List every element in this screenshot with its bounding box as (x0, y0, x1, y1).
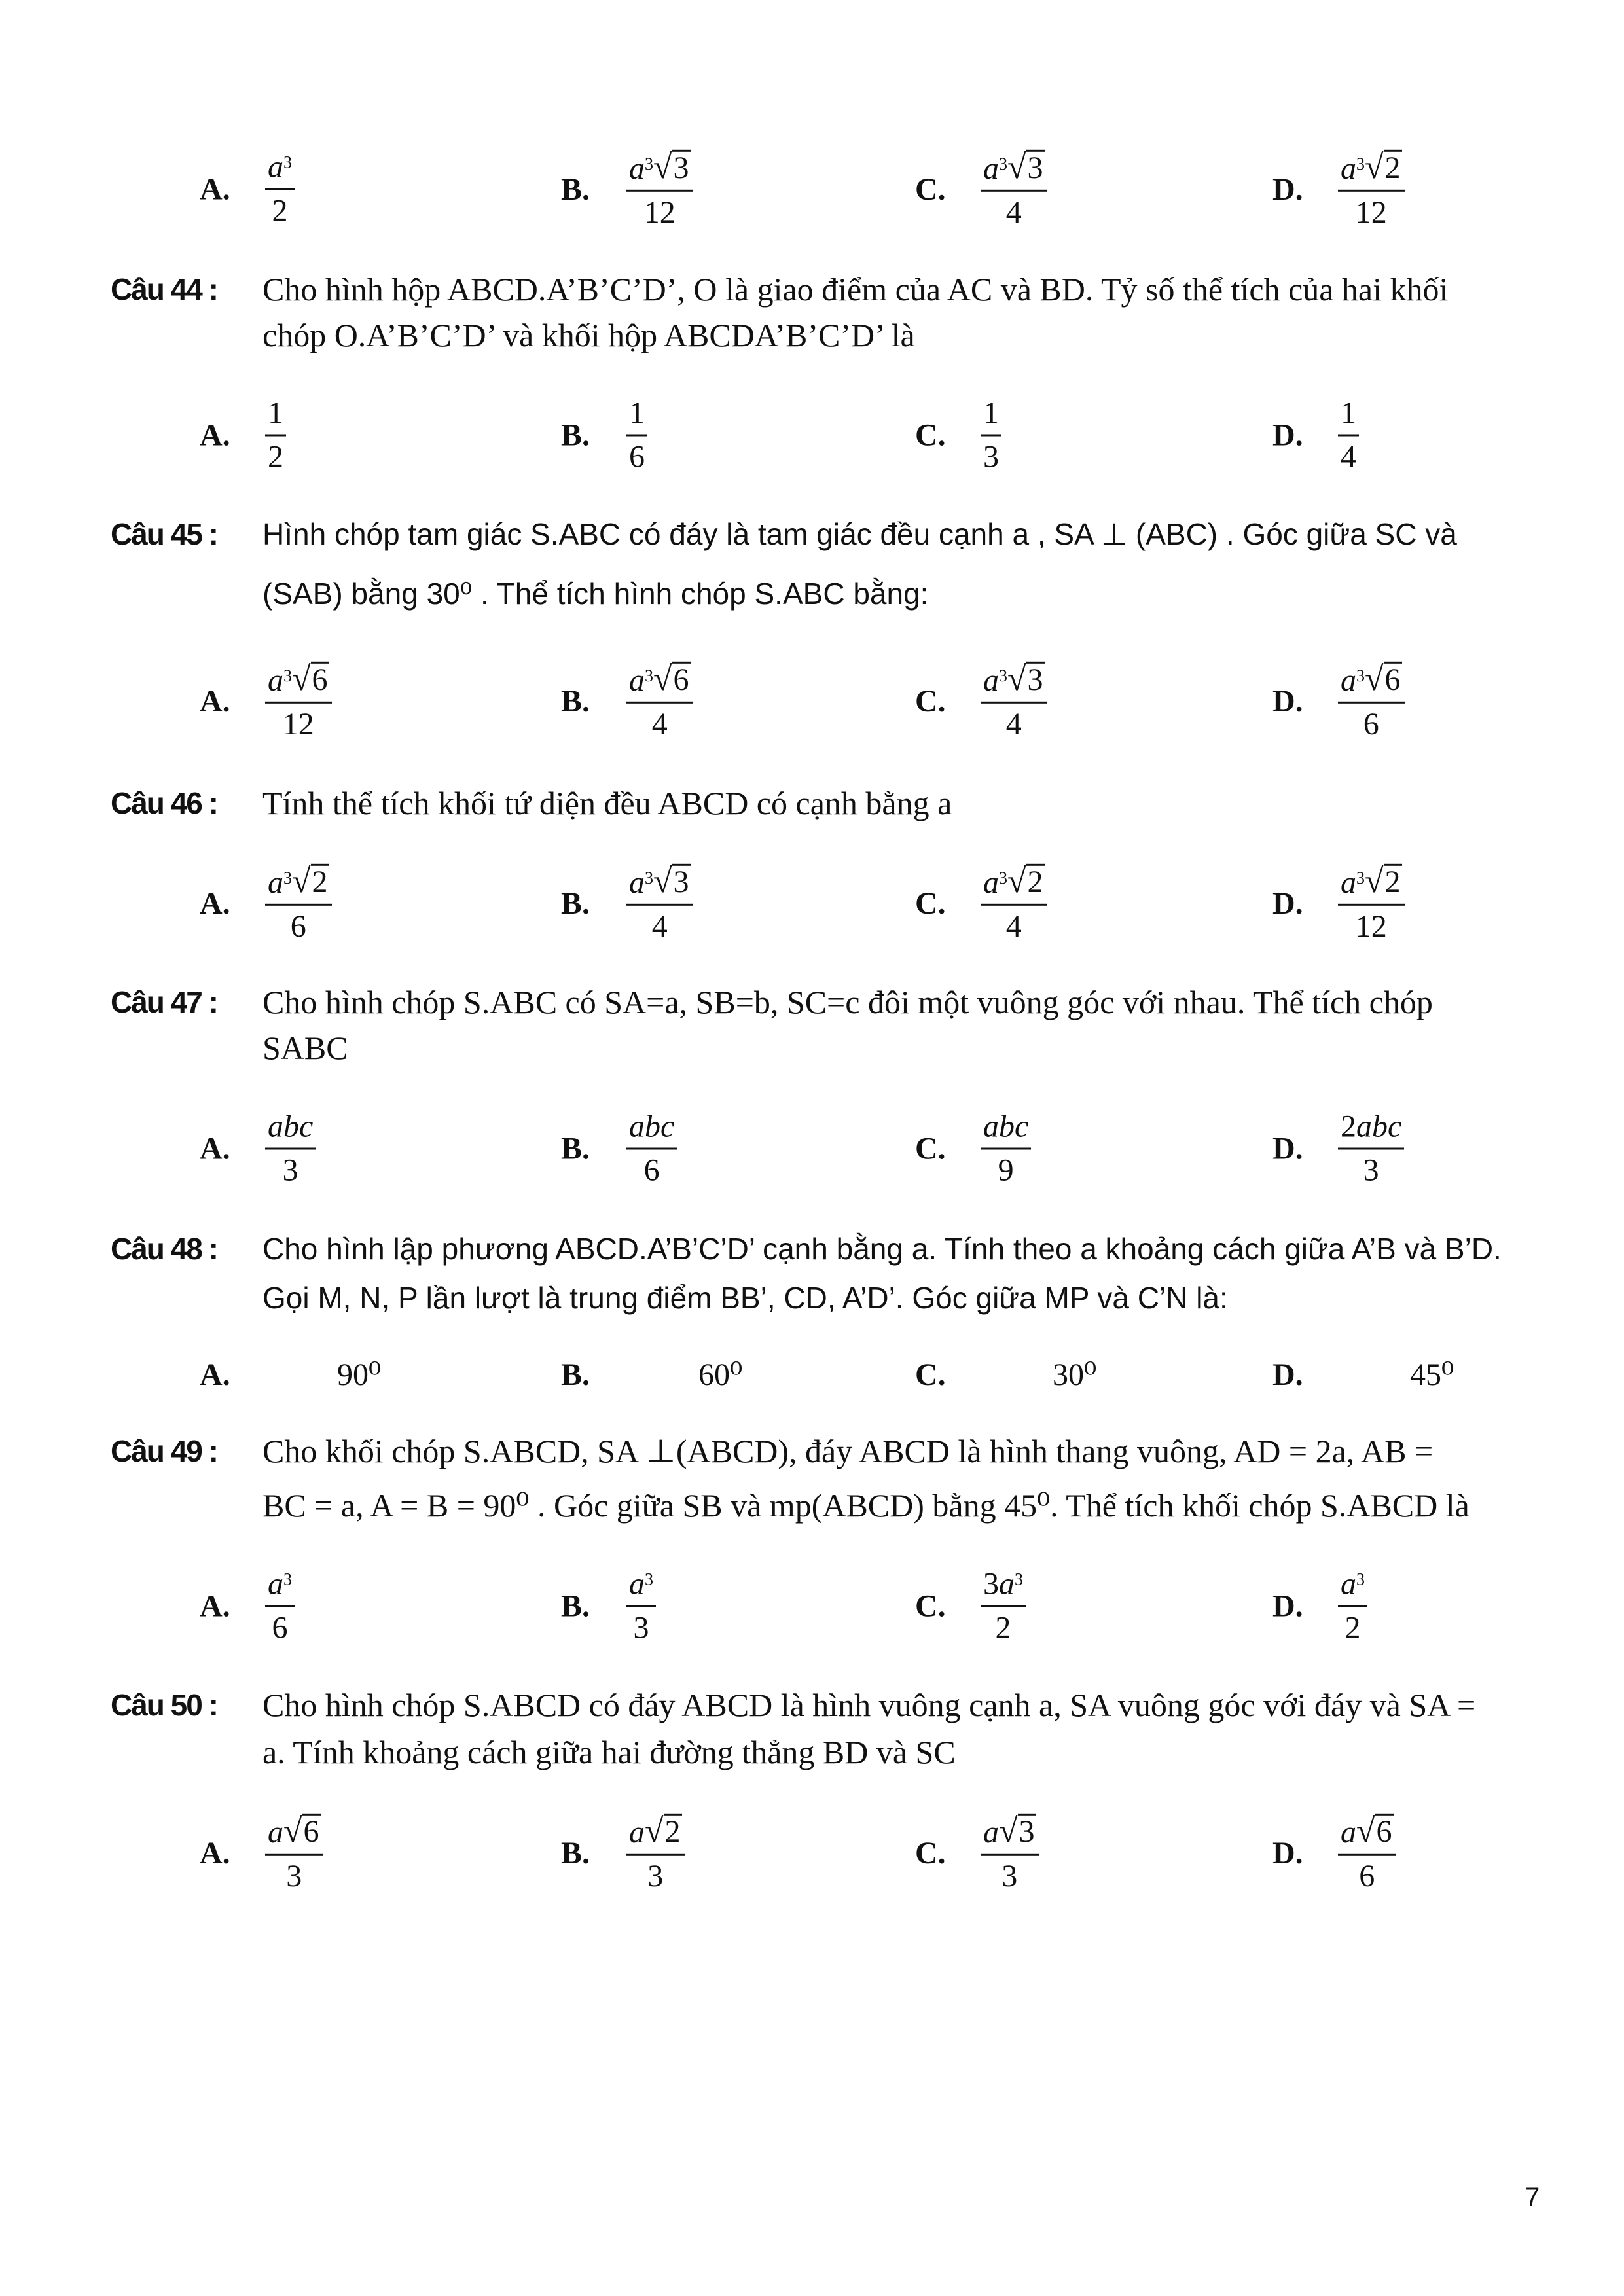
option-letter: A. (200, 683, 230, 719)
numerator-base: a (268, 1815, 283, 1850)
exponent: 3 (645, 869, 653, 888)
exponent: 3 (1356, 1570, 1365, 1589)
radicand: 3 (1019, 1814, 1035, 1849)
option-letter: B. (561, 1835, 590, 1871)
numerator-coef: 2 (1341, 1109, 1356, 1144)
numerator (265, 662, 332, 702)
question-text: (SAB) bằng 30⁰ . Thể tích hình chóp S.ABC bằng: (262, 577, 929, 611)
denominator: 2 (272, 193, 288, 228)
numerator (265, 1566, 295, 1605)
fraction (626, 1566, 656, 1645)
square-root (1007, 150, 1045, 185)
square-root (292, 662, 329, 696)
radicand: 2 (1384, 150, 1401, 185)
radicand: 2 (1384, 864, 1401, 899)
numerator-coef: 3 (983, 1566, 999, 1602)
radicand: 2 (312, 864, 328, 899)
denominator: 6 (643, 1153, 660, 1188)
fraction (981, 662, 1047, 740)
question-text: Cho hình lập phương ABCD.A’B’C’D’ cạnh bằng a. Tính theo a khoảng cách giữa A’B và B’D. (262, 1232, 1502, 1266)
denominator: 4 (1341, 439, 1356, 475)
exponent: 3 (645, 666, 653, 686)
answer-option-a[interactable] (200, 1356, 381, 1393)
question-text: chóp O.A’B’C’D’ và khối hộp ABCDA’B’C’D’ là (262, 317, 915, 353)
numerator (626, 662, 693, 702)
radical-sign-icon: √ (1356, 1812, 1375, 1850)
fraction (1338, 864, 1405, 942)
numerator-base: a (1341, 151, 1356, 187)
option-letter: D. (1272, 1131, 1303, 1166)
option-letter: D. (1272, 886, 1303, 921)
numerator-base: a (268, 1566, 283, 1602)
exponent: 3 (999, 666, 1007, 686)
denominator: 6 (290, 909, 306, 944)
exponent: 3 (999, 154, 1007, 174)
denominator: 6 (629, 439, 645, 475)
radicand: 3 (1027, 662, 1043, 697)
denominator: 3 (633, 1610, 649, 1645)
numerator-base: a (983, 865, 999, 901)
fraction (626, 864, 693, 942)
square-root (653, 662, 691, 696)
numerator-base: 1 (268, 395, 283, 431)
fraction (265, 1814, 323, 1892)
question-label: Câu 44 : (111, 272, 217, 306)
radical-sign-icon: √ (653, 660, 672, 698)
numerator-base: a (983, 1815, 999, 1850)
answer-option-a[interactable] (200, 1111, 316, 1187)
fraction (1338, 395, 1359, 475)
numerator (626, 1814, 685, 1854)
radical-sign-icon: √ (1007, 149, 1026, 187)
exponent: 3 (283, 152, 292, 172)
answer-option-b[interactable] (561, 864, 693, 942)
fraction (626, 150, 693, 228)
exponent: 3 (645, 154, 653, 174)
numerator-base: a (268, 149, 283, 185)
numerator (265, 1111, 316, 1148)
radical-sign-icon: √ (1365, 660, 1384, 698)
option-letter: D. (1272, 683, 1303, 719)
numerator (626, 1566, 656, 1605)
question-label: Câu 46 : (111, 786, 217, 820)
numerator (981, 662, 1047, 702)
denominator: 3 (647, 1859, 664, 1894)
answer-option-a[interactable] (200, 149, 295, 228)
question-label: Câu 47 : (111, 985, 217, 1019)
option-letter: A. (200, 171, 230, 207)
question-text: Cho khối chóp S.ABCD, SA ⊥(ABCD), đáy ABCD là hình thang vuông, AD = 2a, AB = (262, 1433, 1434, 1469)
denominator: 3 (983, 439, 999, 475)
numerator (981, 1814, 1039, 1854)
question-text: SABC (262, 1030, 348, 1066)
option-letter: D. (1272, 1357, 1303, 1392)
radical-sign-icon: √ (292, 660, 311, 698)
option-letter: C. (915, 418, 946, 453)
square-root (1365, 150, 1402, 185)
fraction (265, 864, 332, 942)
answer-option-c[interactable] (915, 1356, 1096, 1393)
numerator-base: a (1341, 1566, 1356, 1602)
denominator: 6 (1359, 1859, 1375, 1894)
question-text: a. Tính khoảng cách giữa hai đường thẳng BD và SC (262, 1734, 956, 1770)
answer-option-a[interactable] (200, 395, 286, 475)
numerator (1338, 395, 1359, 435)
numerator-base (983, 1566, 1015, 1602)
answer-option-d[interactable] (1272, 150, 1405, 228)
numerator (626, 150, 693, 190)
option-letter: B. (561, 171, 590, 207)
answer-option-b[interactable] (561, 1566, 656, 1645)
radical-sign-icon: √ (999, 1812, 1018, 1850)
numerator-base: 1 (629, 395, 645, 431)
option-letter: B. (561, 1131, 590, 1166)
answer-option-a[interactable] (200, 1814, 323, 1892)
question-text: Gọi M, N, P lần lượt là trung điểm BB’, CD, A’D’. Góc giữa MP và C’N là: (262, 1281, 1228, 1315)
square-root (283, 1814, 321, 1848)
denominator: 6 (272, 1610, 288, 1645)
option-letter: A. (200, 418, 230, 453)
exponent: 3 (1015, 1570, 1023, 1589)
fraction (1338, 1111, 1404, 1187)
option-letter: C. (915, 171, 946, 207)
numerator-base: a (629, 865, 645, 901)
fraction (265, 149, 295, 228)
option-letter: A. (200, 1588, 230, 1624)
numerator (981, 1111, 1031, 1148)
denominator: 12 (282, 707, 314, 742)
question-label: Câu 48 : (111, 1232, 217, 1266)
numerator (981, 395, 1001, 435)
option-letter: C. (915, 1835, 946, 1871)
answer-option-d[interactable] (1272, 864, 1405, 942)
answer-option-b[interactable] (561, 662, 693, 740)
numerator (265, 149, 295, 188)
exponent: 3 (283, 869, 292, 888)
answer-option-c[interactable] (915, 864, 1047, 942)
option-letter: C. (915, 1131, 946, 1166)
option-letter: B. (561, 1357, 590, 1392)
fraction (265, 662, 332, 740)
numerator-base: abc (268, 1109, 314, 1144)
question-text: Cho hình chóp S.ABCD có đáy ABCD là hình vuông cạnh a, SA vuông góc với đáy và SA = (262, 1687, 1476, 1723)
exponent: 3 (283, 666, 292, 686)
numerator (265, 864, 332, 904)
denominator: 9 (998, 1153, 1014, 1188)
radical-sign-icon: √ (653, 863, 672, 901)
numerator (1338, 1814, 1396, 1854)
exponent: 3 (1356, 154, 1365, 174)
option-letter: A. (200, 886, 230, 921)
fraction (981, 150, 1047, 228)
numerator-base: a (268, 865, 283, 901)
numerator-base: a (983, 151, 999, 187)
page-number: 7 (1525, 2183, 1540, 2212)
fraction (1338, 1814, 1396, 1892)
fraction (1338, 1566, 1367, 1645)
option-letter: D. (1272, 171, 1303, 207)
answer-option-d[interactable] (1272, 662, 1405, 740)
answer-option-b[interactable] (561, 395, 647, 475)
radicand: 6 (303, 1814, 319, 1849)
option-letter: B. (561, 1588, 590, 1624)
square-root (1365, 662, 1402, 696)
answer-option-d[interactable] (1272, 395, 1359, 475)
radical-sign-icon: √ (1007, 660, 1026, 698)
square-root (645, 1814, 682, 1848)
option-letter: B. (561, 683, 590, 719)
radicand: 2 (1027, 864, 1043, 899)
denominator: 3 (286, 1859, 302, 1894)
denominator: 12 (1355, 195, 1387, 230)
answer-option-c[interactable] (915, 1566, 1026, 1645)
question-label: Câu 49 : (111, 1434, 217, 1468)
numerator (1338, 1566, 1367, 1605)
numerator-base: a (1341, 865, 1356, 901)
fraction (626, 1814, 685, 1892)
radicand: 6 (1376, 1814, 1392, 1849)
denominator: 4 (1005, 909, 1022, 944)
numerator (981, 150, 1047, 190)
radicand: 3 (673, 150, 689, 185)
radicand: 6 (1384, 662, 1401, 697)
numerator-base: a (629, 663, 645, 698)
fraction (981, 1814, 1039, 1892)
numerator (981, 1566, 1026, 1605)
question-text: BC = a, A = B = 90⁰ . Góc giữa SB và mp(ABCD) bằng 45⁰. Thể tích khối chóp S.ABCD là (262, 1487, 1470, 1524)
answer-option-d[interactable] (1272, 1814, 1396, 1892)
answer-option-b[interactable] (561, 1356, 742, 1393)
numerator (265, 1814, 323, 1854)
denominator: 4 (1005, 707, 1022, 742)
exponent: 3 (1356, 869, 1365, 888)
numerator-base: a (1341, 663, 1356, 698)
numerator (981, 864, 1047, 904)
radical-sign-icon: √ (292, 863, 311, 901)
option-letter: C. (915, 1588, 946, 1624)
question-text: Tính thể tích khối tứ diện đều ABCD có cạnh bằng a (262, 785, 952, 821)
numerator-base (1341, 1111, 1401, 1143)
numerator-var: abc (1356, 1109, 1402, 1144)
numerator-base: a (983, 663, 999, 698)
square-root (653, 150, 691, 185)
radical-sign-icon: √ (1007, 863, 1026, 901)
square-root (292, 864, 329, 899)
denominator: 2 (1344, 1610, 1361, 1645)
fraction (1338, 150, 1405, 228)
fraction (1338, 662, 1405, 740)
numerator-base: abc (983, 1109, 1029, 1144)
fraction (265, 395, 286, 475)
numerator-base: a (268, 663, 283, 698)
question-text: Cho hình hộp ABCD.A’B’C’D’, O là giao điểm của AC và BD. Tỷ số thể tích của hai khối (262, 271, 1449, 308)
numerator-base: a (629, 1566, 645, 1602)
option-letter: C. (915, 683, 946, 719)
radicand: 3 (673, 864, 689, 899)
square-root (999, 1814, 1036, 1848)
denominator: 2 (268, 439, 283, 475)
denominator: 3 (1001, 1859, 1018, 1894)
answer-option-b[interactable] (561, 1814, 685, 1892)
fraction (981, 864, 1047, 942)
answer-option-b[interactable] (561, 1111, 677, 1187)
answer-option-d[interactable] (1272, 1111, 1404, 1187)
answer-option-a[interactable] (200, 864, 332, 942)
question-label: Câu 45 : (111, 517, 217, 551)
numerator-var: a (999, 1566, 1015, 1602)
option-value: 45⁰ (1410, 1357, 1454, 1392)
radicand: 6 (673, 662, 689, 697)
option-letter: B. (561, 418, 590, 453)
answer-option-a[interactable] (200, 662, 332, 740)
numerator (1338, 662, 1405, 702)
square-root (1365, 864, 1402, 899)
numerator (1338, 864, 1405, 904)
numerator (626, 1111, 677, 1148)
option-letter: A. (200, 1131, 230, 1166)
option-letter: C. (915, 886, 946, 921)
fraction (626, 662, 693, 740)
radicand: 6 (312, 662, 328, 697)
denominator: 12 (1355, 909, 1387, 944)
answer-option-d[interactable] (1272, 1566, 1367, 1645)
question-text: Hình chóp tam giác S.ABC có đáy là tam giác đều cạnh a , SA ⊥ (ABC) . Góc giữa SC và (262, 517, 1457, 551)
answer-option-c[interactable] (915, 1111, 1031, 1187)
denominator: 2 (995, 1610, 1011, 1645)
square-root (653, 864, 691, 899)
question-text: Cho hình chóp S.ABC có SA=a, SB=b, SC=c đôi một vuông góc với nhau. Thể tích chóp (262, 984, 1433, 1020)
fraction (981, 1566, 1026, 1645)
radical-sign-icon: √ (645, 1812, 664, 1850)
exponent: 3 (1356, 666, 1365, 686)
fraction (981, 1111, 1031, 1187)
answer-option-c[interactable] (915, 395, 1001, 475)
numerator (626, 864, 693, 904)
question-label: Câu 50 : (111, 1688, 217, 1722)
square-root (1007, 864, 1045, 899)
answer-option-c[interactable] (915, 662, 1047, 740)
numerator-base: abc (629, 1109, 675, 1144)
radical-sign-icon: √ (1365, 863, 1384, 901)
answer-option-c[interactable] (915, 1814, 1039, 1892)
option-value: 60⁰ (698, 1357, 743, 1392)
option-letter: A. (200, 1357, 230, 1392)
fraction (981, 395, 1001, 475)
answer-option-a[interactable] (200, 1566, 295, 1645)
option-letter: D. (1272, 1588, 1303, 1624)
numerator (1338, 1111, 1404, 1148)
numerator-base: a (1341, 1815, 1356, 1850)
denominator: 3 (1363, 1153, 1379, 1188)
denominator: 4 (651, 707, 668, 742)
fraction (626, 395, 647, 475)
denominator: 4 (651, 909, 668, 944)
fraction (626, 1111, 677, 1187)
answer-option-c[interactable] (915, 150, 1047, 228)
numerator-base: a (629, 1815, 645, 1850)
exponent: 3 (283, 1570, 292, 1589)
radicand: 2 (664, 1814, 681, 1849)
denominator: 3 (282, 1153, 298, 1188)
option-value: 90⁰ (337, 1357, 382, 1392)
numerator (1338, 150, 1405, 190)
fraction (265, 1566, 295, 1645)
option-letter: C. (915, 1357, 946, 1392)
square-root (1356, 1814, 1394, 1848)
option-letter: D. (1272, 1835, 1303, 1871)
option-letter: D. (1272, 418, 1303, 453)
exponent: 3 (999, 869, 1007, 888)
denominator: 6 (1363, 707, 1379, 742)
denominator: 4 (1005, 195, 1022, 230)
numerator (626, 395, 647, 435)
option-letter: B. (561, 886, 590, 921)
answer-option-d[interactable] (1272, 1356, 1454, 1393)
numerator (265, 395, 286, 435)
answer-option-b[interactable] (561, 150, 693, 228)
radical-sign-icon: √ (1365, 149, 1384, 187)
radicand: 3 (1027, 150, 1043, 185)
numerator-base: a (629, 151, 645, 187)
option-letter: A. (200, 1835, 230, 1871)
square-root (1007, 662, 1045, 696)
denominator: 12 (643, 195, 676, 230)
numerator-base: 1 (1341, 395, 1356, 431)
numerator-base: 1 (983, 395, 999, 431)
exponent: 3 (645, 1570, 653, 1589)
radical-sign-icon: √ (283, 1812, 302, 1850)
option-value: 30⁰ (1053, 1357, 1097, 1392)
fraction (265, 1111, 316, 1187)
radical-sign-icon: √ (653, 149, 672, 187)
